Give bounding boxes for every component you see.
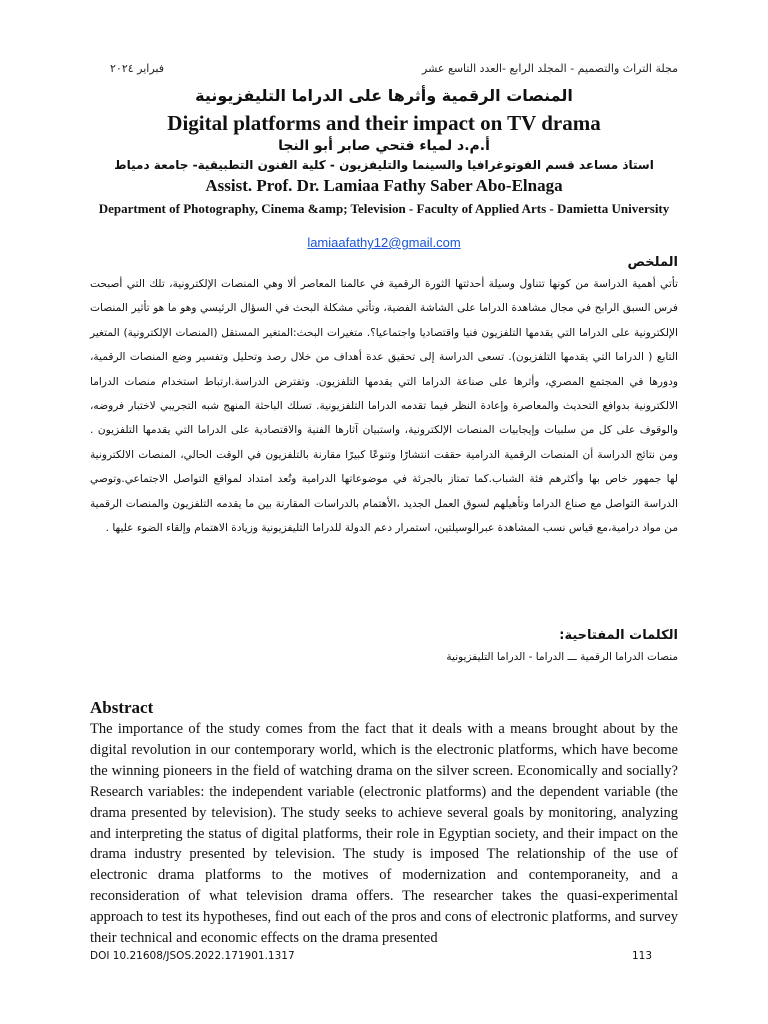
english-affiliation: Department of Photography, Cinema &amp; Television - Faculty of Applied Arts - Damietta University bbox=[98, 201, 670, 216]
issue-date: فبراير ٢٠٢٤ bbox=[110, 62, 164, 75]
arabic-title: المنصات الرقمية وأثرها على الدراما التليفزيونية bbox=[195, 86, 573, 105]
arabic-abstract-body: تأتي أهمية الدراسة من كونها تتناول وسيلة أحدثتها الثورة الرقمية في عالمنا المعاصر ألا وهي المنصات الإلكترونية، تلك التي أصبحت فرس السبق الرابح في مجال مشاهدة الدراما على الشاشة الفضية، وتأتي مشكلة البحث في السؤال الرئيسي وهو ما هو تأثير المنصات الإلكترونية على الدراما التي يقدمها التلفزيون فنيا واقتصاديا واجتماعيا؟. متغيرات البحث:المتغير المستقل (المنصات الإلكترونية) المتغير التابع ( الدراما التي يقدمها التلفزيون). تسعى الدراسة إلى تحقيق عدة أهداف من خلال رصد وتحليل وتفسير وضع المنصات الرقمية، ودورها في المجتمع المصري، وأثرها على صناعة الدراما التي يقدمها التلفزيون. وتفترض الدراسة.ارتباط استخدام منصات الدراما الالكترونية بدوافع التحديث والمعاصرة وإعادة النظر فيما تقدمه الدراما التلفزيونية. تسلك الباحثة المنهج شبه التجريبي لاختبار فروضه، والوقوف على كل من سلبيات وإيجابيات المنصات الإلكترونية، واستبيان آثارها الفنية والاقتصادية على الدراما التي يقدمها التلفزيون . ومن نتائج الدراسة أن المنصات الرقمية الدرامية حققت انتشارًا وتنوعًا كبيرًا مقارنة بالتلفزيون في الوقت الحالي، المنصات الالكترونية لها جمهور خاص بها وأكثرهم فئة الشباب.كما تمتاز بالجرئة في موضوعاتها الدرامية وتُعد امتداد لمواقع التواصل الاجتماعي.وتوصي الدراسة التواصل مع صناع الدراما وتأهيلهم لسوق العمل الجديد ،الأهتمام بالدراسات المقارنة بين ما يقدمه التلفزيون والمنصات الرقمية من مواد درامية،مع قياس نسب المشاهدة عبرالوسيلتين، استمرار دعم الدولة للدراما التليفزيونية وزيادة الاهتمام وإلقاء الضوء عليها . bbox=[90, 278, 678, 535]
arabic-author-name: أ.م.د لمياء فتحي صابر أبو النجا bbox=[278, 138, 490, 154]
english-abstract-body: The importance of the study comes from the fact that it deals with a means brought about by the digital revolution in our contemporary world, which is the electronic platforms, which have become the winning pioneers in the field of watching drama on the silver screen. Economically and socially? Research variables: the independent variable (electronic platforms) and the dependent variable (the drama presented by television). The study seeks to achieve several goals by monitoring, analyzing and interpreting the status of digital platforms, their role in Egyptian society, and their impact on the drama industry presented by television. The study is imposed The relationship of the use of electronic drama platforms to the motives of modernization and contemporaneity, and a reconsideration of what television drama offers. The researcher takes the quasi-experimental approach to test its hypotheses, find out each of the pros and cons of electronic platforms, and survey their technical and economic effects on the drama presented bbox=[90, 721, 678, 947]
arabic-affiliation: استاذ مساعد قسم الفوتوغرافيا والسينما والتليفزيون - كلية الفنون التطبيقية- جامعة دمياط bbox=[114, 158, 654, 172]
english-author-name: Assist. Prof. Dr. Lamiaa Fathy Saber Abo-Elnaga bbox=[205, 176, 563, 195]
journal-info: مجلة التراث والتصميم - المجلد الرابع -العدد التاسع عشر bbox=[422, 62, 678, 75]
doi-footer: DOI 10.21608/JSOS.2022.171901.1317 bbox=[90, 950, 295, 962]
running-header bbox=[110, 62, 678, 75]
keywords-list: منصات الدراما الرقمية ـــ الدراما - الدراما التليفزيونية bbox=[446, 651, 678, 663]
page-number: 113 bbox=[632, 950, 653, 962]
english-abstract-heading: Abstract bbox=[90, 698, 154, 717]
keywords-heading: الكلمات المفتاحية: bbox=[559, 628, 678, 643]
english-title: Digital platforms and their impact on TV drama bbox=[167, 111, 601, 135]
arabic-abstract-heading: الملخص bbox=[627, 255, 678, 270]
author-email-link[interactable]: lamiaafathy12@gmail.com bbox=[307, 235, 461, 250]
